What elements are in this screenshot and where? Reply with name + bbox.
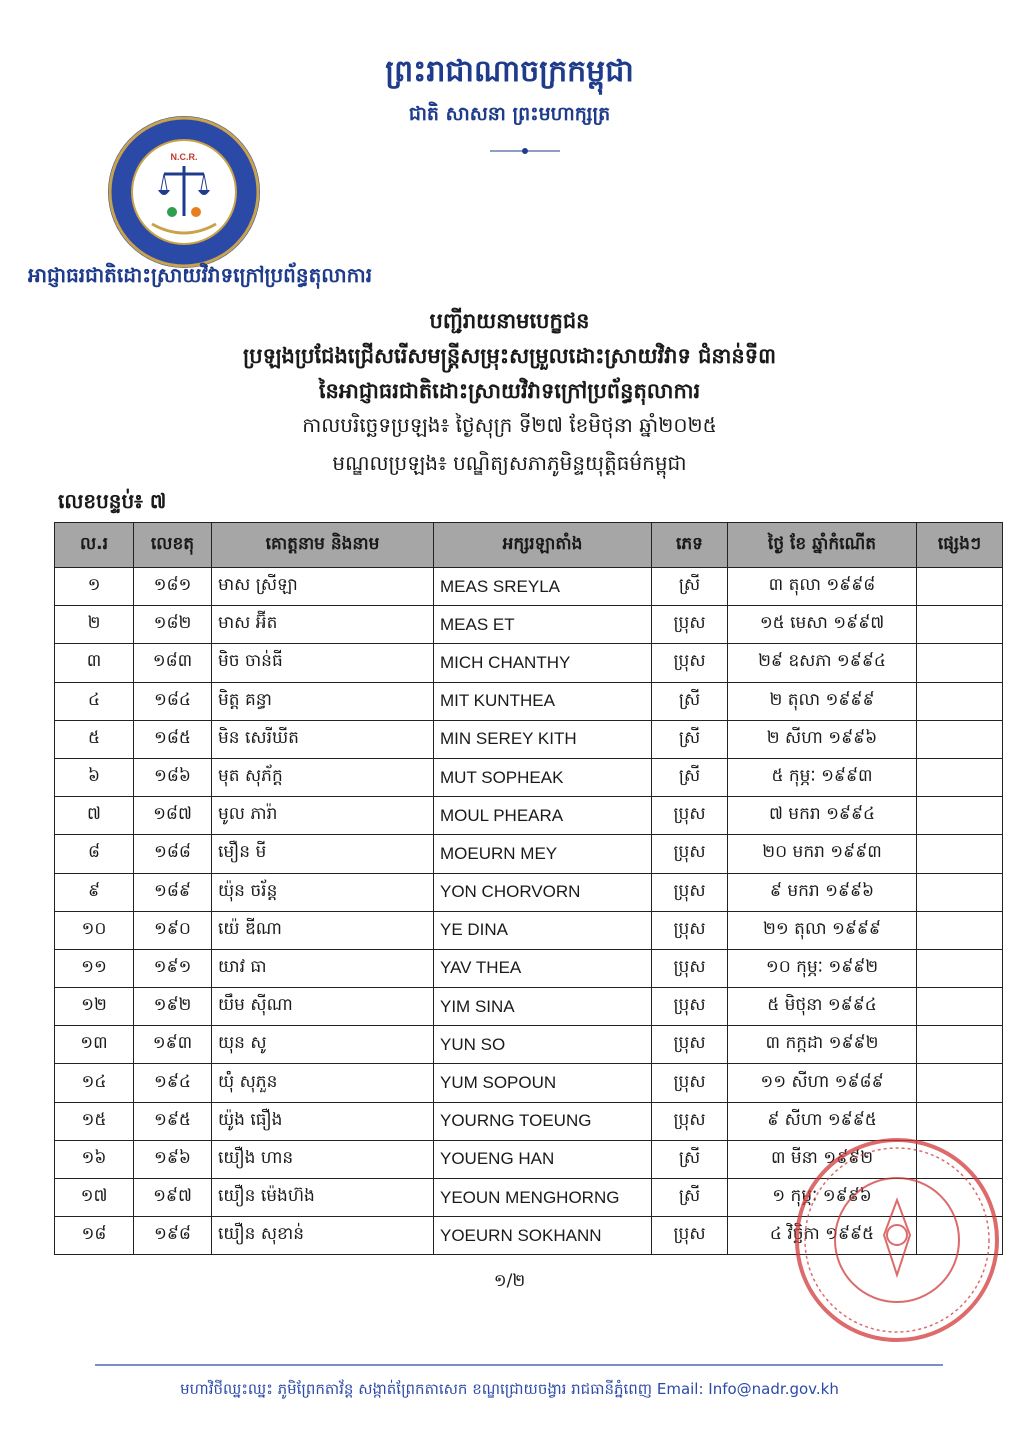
agency-seal-logo [104,112,264,272]
gender-cell: ប្រុស [652,873,728,911]
gender-cell: ប្រុស [652,835,728,873]
footer-divider [95,1364,943,1366]
khmer-name-cell: មុត សុភ័ក្ត [212,758,434,796]
birth-date-cell: ២ តុលា ១៩៩៩ [728,682,917,720]
remarks-cell [917,758,1003,796]
khmer-name-cell: យឿន ម៉េងហ៊ង [212,1179,434,1217]
doc-subtitle: ប្រឡងប្រជែងជ្រើសរើសមន្ត្រីសម្រុះសម្រួលដោះស្រាយវិវាទ ជំនាន់ទី៣ [242,344,777,368]
latin-name-cell: MIT KUNTHEA [434,682,652,720]
latin-name-cell: YUN SO [434,1026,652,1064]
birth-date-cell: ១ កុម្ភៈ ១៩៩៦ [728,1179,917,1217]
row-number-cell: ១២ [55,988,134,1026]
row-number-cell: ៥ [55,720,134,758]
table-row [55,758,1003,796]
khmer-name-cell: មិន សេរីឃីត [212,720,434,758]
table-row [55,720,1003,758]
desk-number-cell: ១៨៤ [134,682,212,720]
desk-number-cell: ១៨៨ [134,835,212,873]
birth-date-cell: ២៩ ឧសភា ១៩៩៤ [728,644,917,682]
column-header: ភេទ [652,523,728,568]
khmer-name-cell: មូល ភារ៉ា [212,797,434,835]
remarks-cell [917,835,1003,873]
column-header: គោត្តនាម និងនាម [212,523,434,568]
birth-date-cell: ៥ មិថុនា ១៩៩៤ [728,988,917,1026]
remarks-cell [917,873,1003,911]
gender-cell: ប្រុស [652,949,728,987]
gender-cell: ស្រី [652,758,728,796]
birth-date-cell: ១១ សីហា ១៩៨៩ [728,1064,917,1102]
agency-name: អាជ្ញាធរជាតិដោះស្រាយវិវាទក្រៅប្រព័ន្ធតុលាការ [28,263,373,287]
desk-number-cell: ១៨៩ [134,873,212,911]
desk-number-cell: ១៩១ [134,949,212,987]
desk-number-cell: ១៨២ [134,606,212,644]
desk-number-cell: ១៨៧ [134,797,212,835]
latin-name-cell: YON CHORVORN [434,873,652,911]
latin-name-cell: YEOUN MENGHORNG [434,1179,652,1217]
birth-date-cell: ៩ មករា ១៩៩៦ [728,873,917,911]
table-row [55,988,1003,1026]
birth-date-cell: ១៥ មេសា ១៩៩៧ [728,606,917,644]
row-number-cell: ១ [55,568,134,606]
desk-number-cell: ១៩២ [134,988,212,1026]
table-row [55,911,1003,949]
latin-name-cell: YE DINA [434,911,652,949]
khmer-name-cell: មាស ស្រីឡា [212,568,434,606]
row-number-cell: ៧ [55,797,134,835]
birth-date-cell: ១០ កុម្ភៈ ១៩៩២ [728,949,917,987]
khmer-name-cell: មិត្ត គន្ធា [212,682,434,720]
remarks-cell [917,606,1003,644]
gender-cell: ប្រុស [652,1102,728,1140]
khmer-name-cell: យឹម ស៊ីណា [212,988,434,1026]
gender-cell: ប្រុស [652,911,728,949]
row-number-cell: ១៣ [55,1026,134,1064]
table-header-row [55,523,1003,568]
gender-cell: ប្រុស [652,1026,728,1064]
ornament-divider [490,146,560,156]
khmer-name-cell: មាស អ៊ីត [212,606,434,644]
desk-number-cell: ១៩៥ [134,1102,212,1140]
khmer-name-cell: យ៉ុំ សុភួន [212,1064,434,1102]
latin-name-cell: MEAS SREYLA [434,568,652,606]
table-row [55,835,1003,873]
row-number-cell: ១៤ [55,1064,134,1102]
table-row [55,606,1003,644]
remarks-cell [917,682,1003,720]
birth-date-cell: ៩ សីហា ១៩៩៥ [728,1102,917,1140]
birth-date-cell: ៧ មករា ១៩៩៤ [728,797,917,835]
row-number-cell: ១៥ [55,1102,134,1140]
khmer-name-cell: មិច ចាន់ធី [212,644,434,682]
gender-cell: ប្រុស [652,988,728,1026]
latin-name-cell: MICH CHANTHY [434,644,652,682]
desk-number-cell: ១៨៥ [134,720,212,758]
gender-cell: ប្រុស [652,1217,728,1255]
row-number-cell: ២ [55,606,134,644]
birth-date-cell: ៣ មីនា ១៩៩២ [728,1140,917,1178]
remarks-cell [917,1064,1003,1102]
khmer-name-cell: យ៉ូង ធឿង [212,1102,434,1140]
official-stamp [792,1135,1002,1345]
table-row [55,949,1003,987]
birth-date-cell: ៤ វិច្ឆិកា ១៩៩៥ [728,1217,917,1255]
desk-number-cell: ១៩៨ [134,1217,212,1255]
desk-number-cell: ១៨៦ [134,758,212,796]
desk-number-cell: ១៩៤ [134,1064,212,1102]
column-header: ល.រ [55,523,134,568]
table-row [55,1026,1003,1064]
column-header: ថ្ងៃ ខែ ឆ្នាំកំណើត [728,523,917,568]
latin-name-cell: MOUL PHEARA [434,797,652,835]
table-row [55,797,1003,835]
row-number-cell: ១៦ [55,1140,134,1178]
gender-cell: ប្រុស [652,797,728,835]
gender-cell: ប្រុស [652,1064,728,1102]
latin-name-cell: YAV THEA [434,949,652,987]
birth-date-cell: ៣ កក្កដា ១៩៩២ [728,1026,917,1064]
remarks-cell [917,988,1003,1026]
table-row [55,568,1003,606]
gender-cell: ស្រី [652,682,728,720]
row-number-cell: ៤ [55,682,134,720]
desk-number-cell: ១៩០ [134,911,212,949]
remarks-cell [917,644,1003,682]
remarks-cell [917,1026,1003,1064]
latin-name-cell: MOEURN MEY [434,835,652,873]
latin-name-cell: YOUENG HAN [434,1140,652,1178]
khmer-name-cell: យុន សូ [212,1026,434,1064]
national-motto: ជាតិ សាសនា ព្រះមហាក្សត្រ [408,103,611,125]
footer-address: មហាវិថីឈ្នះឈ្នះ ភូមិព្រែកតាវ័ន្ត សង្កាត់ព្រែកតាសេក ខណ្ឌជ្រោយចង្វារ រាជធានីភ្នំពេញ Email: Info@nadr.gov.kh [180,1380,839,1398]
khmer-name-cell: យឿង ហាន [212,1140,434,1178]
remarks-cell [917,911,1003,949]
remarks-cell [917,797,1003,835]
gender-cell: ស្រី [652,1179,728,1217]
latin-name-cell: MEAS ET [434,606,652,644]
birth-date-cell: ២ សីហា ១៩៩៦ [728,720,917,758]
row-number-cell: ៣ [55,644,134,682]
doc-subtitle-2: នៃអាជ្ញាធរជាតិដោះស្រាយវិវាទក្រៅប្រព័ន្ធតុលាការ [318,379,701,403]
doc-title: បញ្ជីរាយនាមបេក្ខជន [429,309,590,333]
row-number-cell: ៩ [55,873,134,911]
gender-cell: ស្រី [652,568,728,606]
latin-name-cell: YOURNG TOEUNG [434,1102,652,1140]
khmer-name-cell: យាវ ធា [212,949,434,987]
remarks-cell [917,568,1003,606]
desk-number-cell: ១៨៣ [134,644,212,682]
gender-cell: ប្រុស [652,606,728,644]
birth-date-cell: ៣ តុលា ១៩៩៨ [728,568,917,606]
kingdom-title: ព្រះរាជាណាចក្រកម្ពុជា [385,54,634,89]
khmer-name-cell: យ៉េ ឌីណា [212,911,434,949]
column-header: លេខតុ [134,523,212,568]
birth-date-cell: ២០ មករា ១៩៩៣ [728,835,917,873]
desk-number-cell: ១៩៧ [134,1179,212,1217]
table-row [55,1064,1003,1102]
latin-name-cell: MUT SOPHEAK [434,758,652,796]
row-number-cell: ១១ [55,949,134,987]
latin-name-cell: YIM SINA [434,988,652,1026]
remarks-cell [917,949,1003,987]
page-number: ១/២ [493,1271,526,1291]
row-number-cell: ១៧ [55,1179,134,1217]
room-number: លេខបន្ទប់៖ ៧ [58,489,167,513]
row-number-cell: ៨ [55,835,134,873]
remarks-cell [917,720,1003,758]
row-number-cell: ១០ [55,911,134,949]
exam-date: កាលបរិច្ឆេទប្រឡង៖ ថ្ងៃសុក្រ ទី២៧ ខែមិថុនា ឆ្នាំ២០២៥ [302,413,717,437]
desk-number-cell: ១៩៣ [134,1026,212,1064]
desk-number-cell: ១៨១ [134,568,212,606]
latin-name-cell: MIN SEREY KITH [434,720,652,758]
exam-center: មណ្ឌលប្រឡង៖ បណ្ឌិត្យសភាភូមិន្ទយុត្តិធម៌កម្ពុជា [332,451,687,475]
birth-date-cell: ៥ កុម្ភៈ ១៩៩៣ [728,758,917,796]
seal-abbrev: N.C.R. [170,152,198,162]
khmer-name-cell: យ៉ុន ចរ័ន្ត [212,873,434,911]
row-number-cell: ១៨ [55,1217,134,1255]
birth-date-cell: ២១ តុលា ១៩៩៩ [728,911,917,949]
column-header: ផ្សេងៗ [917,523,1003,568]
latin-name-cell: YOEURN SOKHANN [434,1217,652,1255]
gender-cell: ស្រី [652,1140,728,1178]
column-header: អក្សរឡាតាំង [434,523,652,568]
table-row [55,644,1003,682]
desk-number-cell: ១៩៦ [134,1140,212,1178]
latin-name-cell: YUM SOPOUN [434,1064,652,1102]
gender-cell: ស្រី [652,720,728,758]
table-row [55,682,1003,720]
table-row [55,873,1003,911]
row-number-cell: ៦ [55,758,134,796]
khmer-name-cell: មឿន មី [212,835,434,873]
gender-cell: ប្រុស [652,644,728,682]
khmer-name-cell: យឿន សុខាន់ [212,1217,434,1255]
